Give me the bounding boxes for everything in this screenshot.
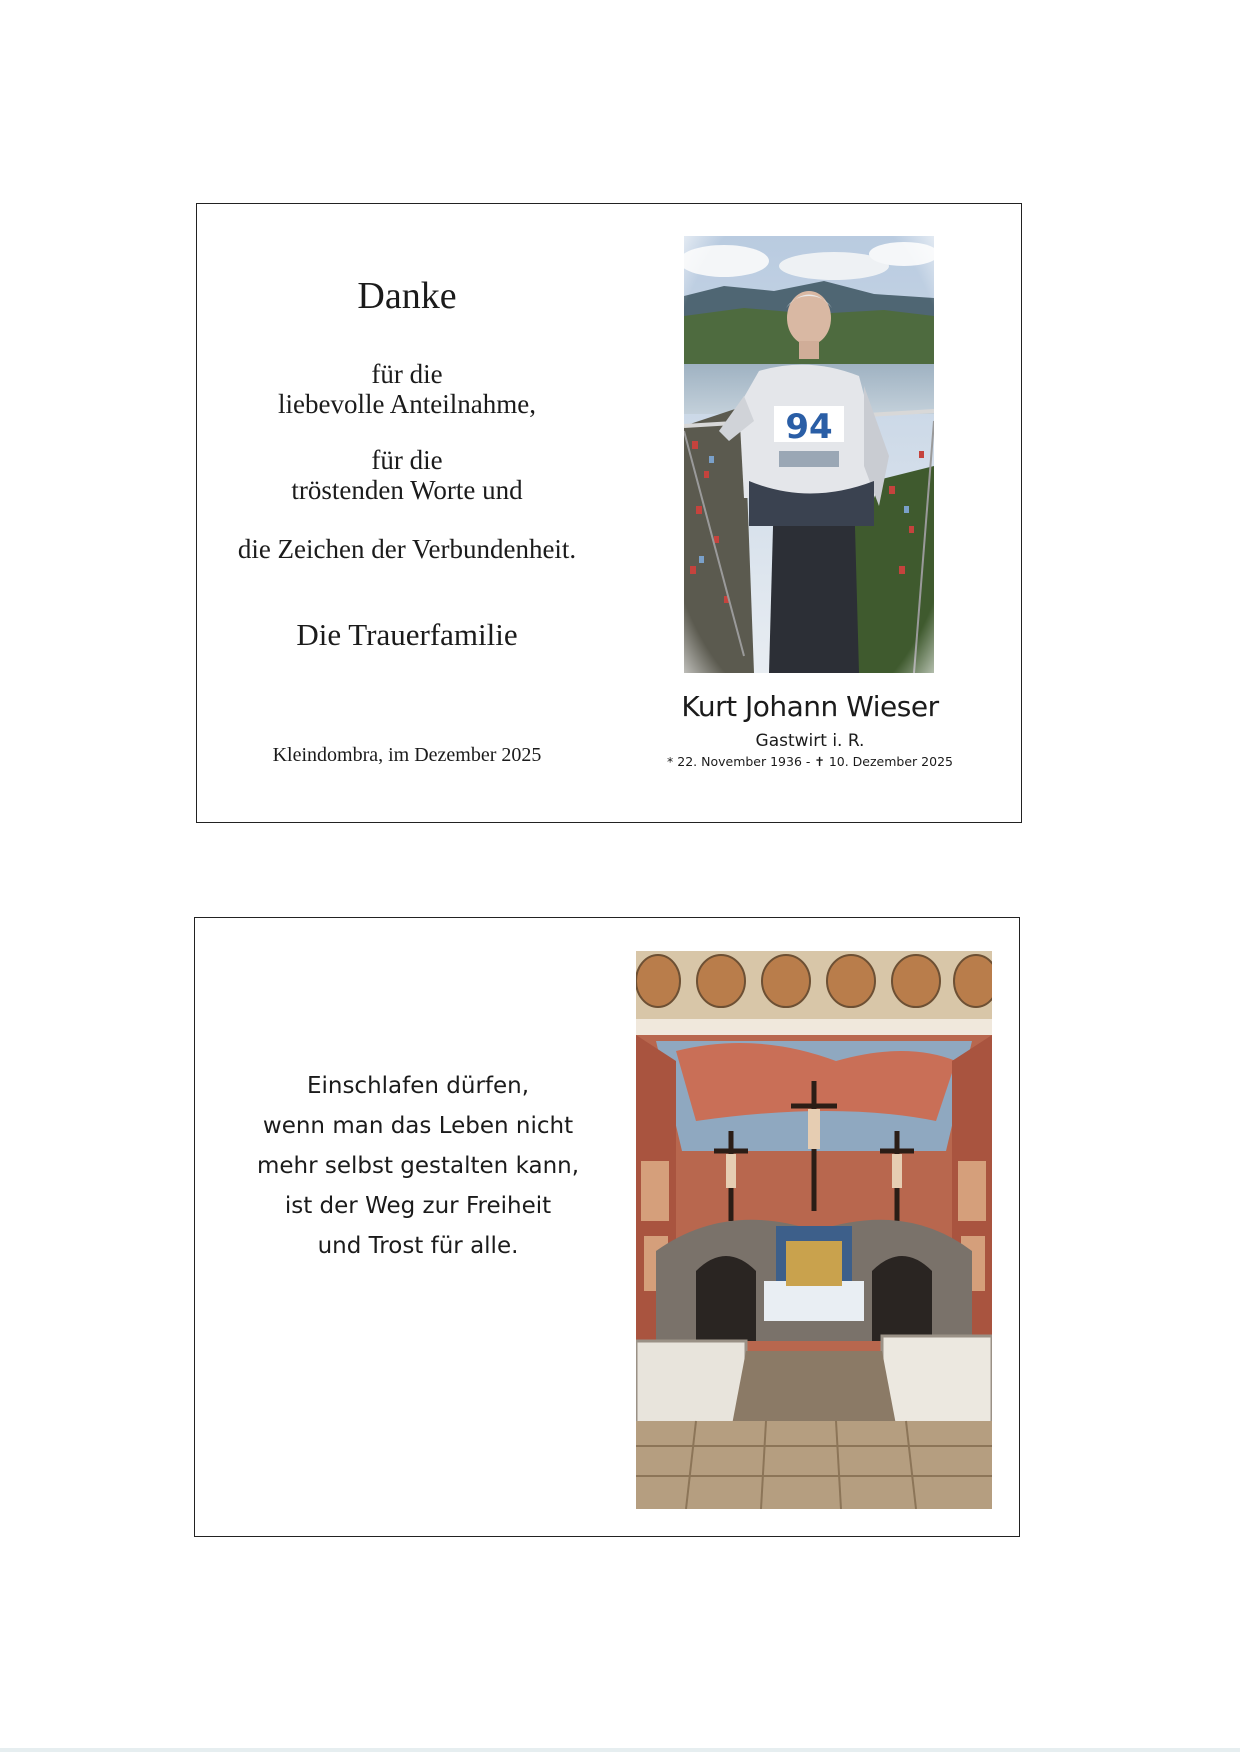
place-date: Kleindombra, im Dezember 2025	[272, 744, 542, 766]
portrait-photo	[684, 236, 934, 673]
verse-line: Einschlafen dürfen,	[306, 1073, 530, 1099]
occupation: Gastwirt i. R.	[755, 731, 865, 751]
thanks-line-2b: tröstenden Worte und	[291, 475, 523, 505]
thanks-line-1	[197, 359, 617, 419]
thanks-line-2a: für die	[371, 445, 443, 475]
verse-line: und Trost für alle.	[317, 1233, 519, 1259]
verse-line: wenn man das Leben nicht	[262, 1113, 574, 1139]
thanks-line-1b: liebevolle Anteilnahme,	[278, 389, 536, 419]
verse-text	[235, 1066, 601, 1266]
verse-card	[194, 917, 1020, 1537]
life-dates: * 22. November 1936 - ✝ 10. Dezember 2025	[667, 754, 953, 769]
deceased-name: Kurt Johann Wieser	[681, 690, 939, 723]
verse-line: mehr selbst gestalten kann,	[256, 1153, 580, 1179]
thanks-line-3: die Zeichen der Verbundenheit.	[237, 534, 577, 564]
thanks-line-1a: für die	[371, 359, 443, 389]
card-heading: Danke	[357, 275, 457, 317]
thanks-line-2	[197, 445, 617, 505]
chapel-photo	[636, 951, 992, 1509]
verse-line: ist der Weg zur Freiheit	[284, 1193, 552, 1219]
signature-family: Die Trauerfamilie	[296, 617, 518, 652]
thank-you-card	[196, 203, 1022, 823]
scan-edge	[0, 1748, 1240, 1752]
